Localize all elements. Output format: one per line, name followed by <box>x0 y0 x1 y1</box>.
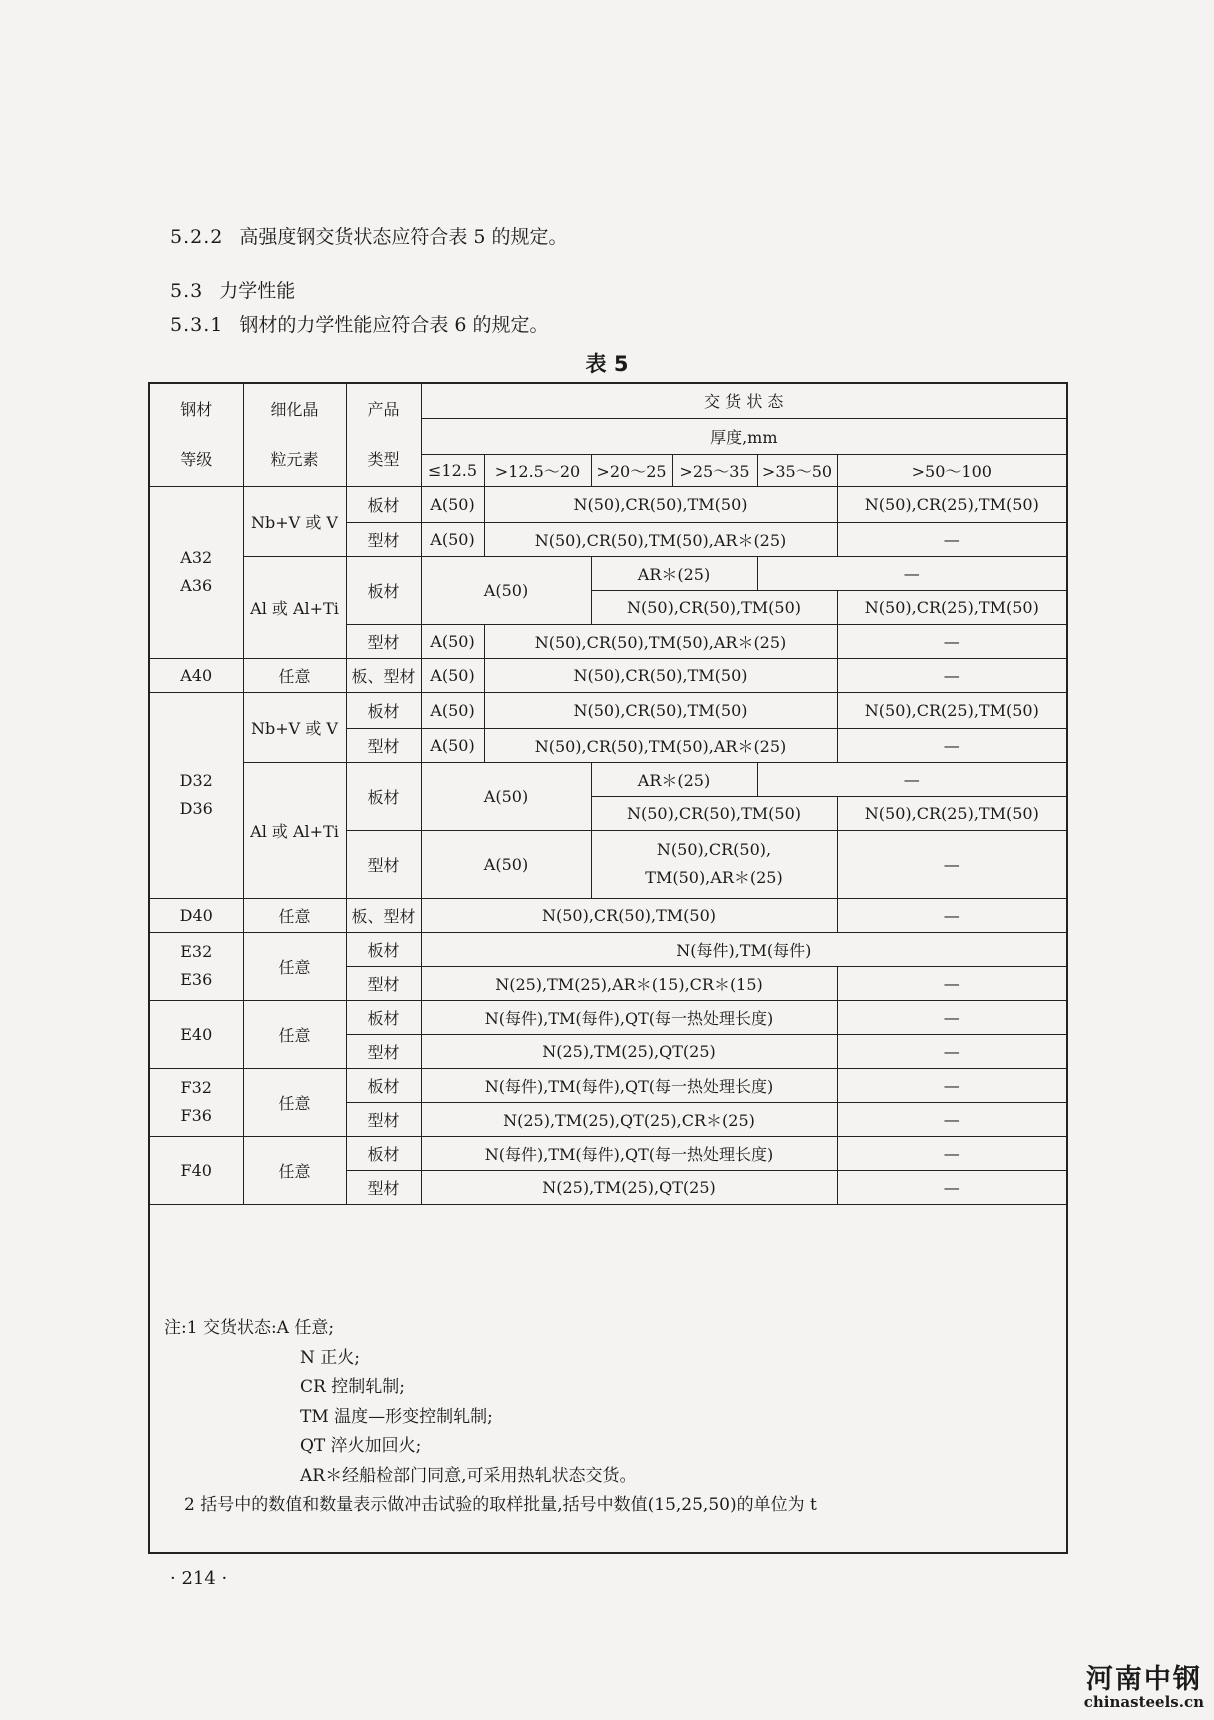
grade-f32-f36: F32 F36 <box>150 1068 243 1136</box>
range-cell: ≤12.5 <box>421 454 484 486</box>
value-cell: N(50),CR(50),TM(50) <box>421 898 837 932</box>
delivery-condition-table <box>150 384 1066 1205</box>
grade-d40: D40 <box>150 898 243 932</box>
value-cell: A(50) <box>421 624 484 658</box>
product-cell: 板、型材 <box>346 898 421 932</box>
element-cell: 任意 <box>243 658 346 692</box>
product-cell: 板材 <box>346 1136 421 1170</box>
value-cell: A(50) <box>421 556 591 624</box>
header-grade: 钢材 等级 <box>150 384 243 486</box>
grade-a32-a36: A32 A36 <box>150 486 243 658</box>
dash-cell: — <box>837 1136 1066 1170</box>
table-notes <box>164 1314 817 1521</box>
dash-cell: — <box>837 1068 1066 1102</box>
dash-cell: — <box>837 898 1066 932</box>
value-cell: A(50) <box>421 728 484 762</box>
value-cell: N(50),CR(50),TM(50) <box>484 658 837 692</box>
element-cell: 任意 <box>243 898 346 932</box>
para-text: 力学性能 <box>219 280 296 302</box>
product-cell: 板、型材 <box>346 658 421 692</box>
value-cell: N(50),CR(50),TM(50) <box>484 486 837 522</box>
product-cell: 型材 <box>346 1170 421 1204</box>
dash-cell: — <box>837 1034 1066 1068</box>
value-cell: A(50) <box>421 692 484 728</box>
header-thickness: 厚度,mm <box>421 418 1066 454</box>
value-cell: N(每件),TM(每件),QT(每一热处理长度) <box>421 1000 837 1034</box>
dash-cell: — <box>837 1000 1066 1034</box>
product-cell: 型材 <box>346 830 421 898</box>
note-item: CR 控制轧制; <box>300 1377 405 1397</box>
element-cell: 任意 <box>243 932 346 1000</box>
value-cell: N(25),TM(25),QT(25),CR＊(25) <box>421 1102 837 1136</box>
value-cell: N(50),CR(25),TM(50) <box>837 692 1066 728</box>
table-frame <box>148 382 1068 1554</box>
note-2: 2 括号中的数值和数量表示做冲击试验的取样批量,括号中数值(15,25,50)的单位为 t <box>184 1495 817 1515</box>
product-cell: 板材 <box>346 556 421 624</box>
value-cell: A(50) <box>421 762 591 830</box>
element-cell: 任意 <box>243 1136 346 1204</box>
dash-cell: — <box>837 728 1066 762</box>
dash-cell: — <box>837 522 1066 556</box>
value-cell: N(50),CR(50),TM(50) <box>484 692 837 728</box>
header-delivery: 交 货 状 态 <box>421 384 1066 418</box>
value-cell: AR＊(25) <box>591 556 757 590</box>
watermark-logo <box>1084 1666 1204 1710</box>
watermark-en: chinasteels.cn <box>1083 1693 1204 1711</box>
dash-cell: — <box>837 966 1066 1000</box>
value-cell: N(每件),TM(每件) <box>421 932 1066 966</box>
para-number: 5.3 <box>170 280 204 302</box>
value-cell: A(50) <box>421 522 484 556</box>
value-cell: N(25),TM(25),AR＊(15),CR＊(15) <box>421 966 837 1000</box>
value-cell: N(50),CR(50),TM(50) <box>591 796 837 830</box>
range-cell: >20～25 <box>591 454 672 486</box>
value-cell: N(50),CR(50),TM(50),AR＊(25) <box>484 624 837 658</box>
element-cell: Nb+V 或 V <box>243 692 346 762</box>
value-cell: N(50),CR(50),TM(50) <box>591 590 837 624</box>
value-cell: N(50),CR(50),TM(50),AR＊(25) <box>484 522 837 556</box>
product-cell: 型材 <box>346 966 421 1000</box>
product-cell: 型材 <box>346 728 421 762</box>
note-item: QT 淬火加回火; <box>300 1436 422 1456</box>
product-cell: 型材 <box>346 1034 421 1068</box>
product-cell: 板材 <box>346 1000 421 1034</box>
value-cell: N(25),TM(25),QT(25) <box>421 1170 837 1204</box>
grade-d32-d36: D32 D36 <box>150 692 243 898</box>
dash-cell: — <box>837 624 1066 658</box>
note-item: TM 温度—形变控制轧制; <box>300 1406 493 1427</box>
grade-e40: E40 <box>150 1000 243 1068</box>
note-1-head: 注:1 交货状态:A 任意; <box>164 1318 335 1338</box>
page-number: · 214 · <box>170 1568 228 1589</box>
para-5-3-1 <box>170 310 549 337</box>
value-cell: N(每件),TM(每件),QT(每一热处理长度) <box>421 1068 837 1102</box>
para-text: 高强度钢交货状态应符合表 5 的规定。 <box>239 226 568 248</box>
range-cell: >50～100 <box>837 454 1066 486</box>
value-cell: N(50),CR(25),TM(50) <box>837 796 1066 830</box>
header-element: 细化晶 粒元素 <box>243 384 346 486</box>
dash-cell: — <box>837 658 1066 692</box>
grade-f40: F40 <box>150 1136 243 1204</box>
value-cell: N(50),CR(25),TM(50) <box>837 590 1066 624</box>
note-item: AR＊经船检部门同意,可采用热轧状态交货。 <box>300 1465 637 1486</box>
dash-cell: — <box>837 1102 1066 1136</box>
para-5-2-2 <box>170 222 568 249</box>
element-cell: 任意 <box>243 1000 346 1068</box>
dash-cell: — <box>837 1170 1066 1204</box>
product-cell: 板材 <box>346 932 421 966</box>
product-cell: 型材 <box>346 1102 421 1136</box>
para-number: 5.3.1 <box>170 314 224 336</box>
value-cell: A(50) <box>421 486 484 522</box>
range-cell: >35～50 <box>757 454 837 486</box>
range-cell: >25～35 <box>672 454 757 486</box>
product-cell: 板材 <box>346 486 421 522</box>
element-cell: 任意 <box>243 1068 346 1136</box>
product-cell: 板材 <box>346 1068 421 1102</box>
product-cell: 型材 <box>346 522 421 556</box>
value-cell: A(50) <box>421 658 484 692</box>
product-cell: 板材 <box>346 762 421 830</box>
para-text: 钢材的力学性能应符合表 6 的规定。 <box>239 314 549 336</box>
grade-e32-e36: E32 E36 <box>150 932 243 1000</box>
dash-cell: — <box>837 830 1066 898</box>
table-caption: 表 5 <box>585 352 629 376</box>
value-cell: N(50),CR(50), TM(50),AR＊(25) <box>591 830 837 898</box>
grade-a40: A40 <box>150 658 243 692</box>
value-cell: A(50) <box>421 830 591 898</box>
range-cell: >12.5～20 <box>484 454 591 486</box>
value-cell: N(50),CR(25),TM(50) <box>837 486 1066 522</box>
value-cell: AR＊(25) <box>591 762 757 796</box>
element-cell: Nb+V 或 V <box>243 486 346 556</box>
para-5-3 <box>170 276 295 303</box>
product-cell: 型材 <box>346 624 421 658</box>
dash-cell: — <box>757 762 1066 796</box>
watermark-cn: 河南中钢 <box>1085 1664 1202 1695</box>
note-item: N 正火; <box>300 1347 361 1368</box>
value-cell: N(50),CR(50),TM(50),AR＊(25) <box>484 728 837 762</box>
element-cell: Al 或 Al+Ti <box>243 556 346 658</box>
element-cell: Al 或 Al+Ti <box>243 762 346 898</box>
header-product: 产品 类型 <box>346 384 421 486</box>
dash-cell: — <box>757 556 1066 590</box>
value-cell: N(每件),TM(每件),QT(每一热处理长度) <box>421 1136 837 1170</box>
product-cell: 板材 <box>346 692 421 728</box>
para-number: 5.2.2 <box>170 226 224 248</box>
value-cell: N(25),TM(25),QT(25) <box>421 1034 837 1068</box>
